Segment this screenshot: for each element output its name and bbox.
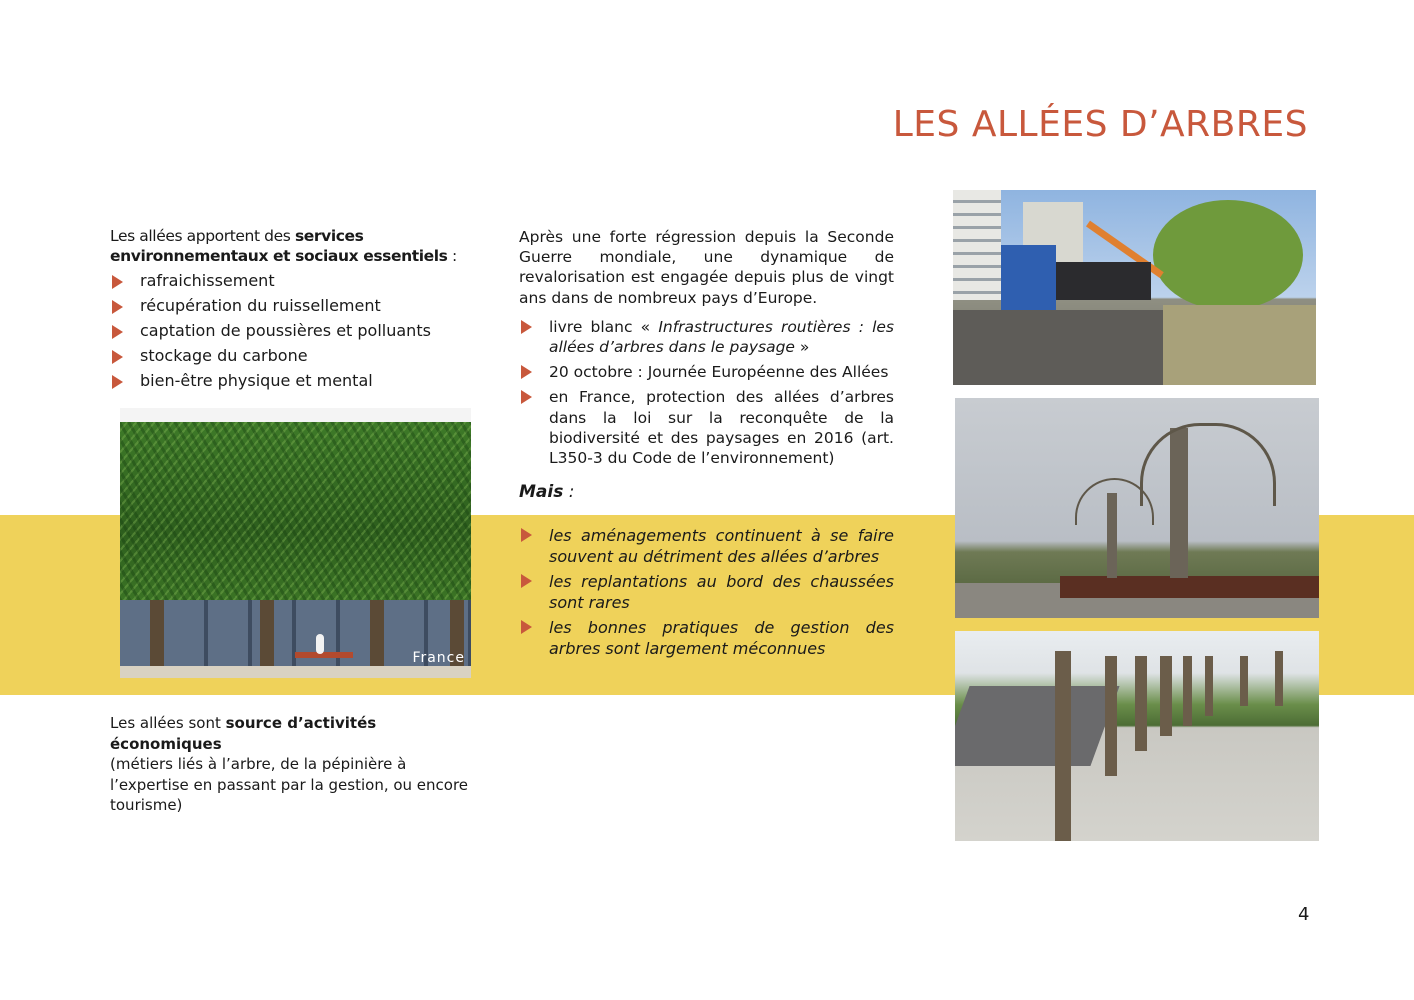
concerns-list bbox=[519, 525, 894, 659]
mais-heading: Mais : bbox=[519, 482, 575, 503]
services-list bbox=[110, 271, 482, 396]
actions-list bbox=[519, 317, 894, 468]
triangle-bullet-icon bbox=[112, 275, 123, 289]
triangle-bullet-icon bbox=[112, 350, 123, 364]
list-item: récupération du ruissellement bbox=[110, 296, 482, 321]
triangle-bullet-icon bbox=[112, 300, 123, 314]
photo-caption: France bbox=[412, 650, 465, 666]
history-section bbox=[519, 227, 894, 663]
triangle-bullet-icon bbox=[112, 375, 123, 389]
economic-detail: (métiers liés à l’arbre, de la pépinière à l’expertise en passant par la gestion, ou encore tourisme) bbox=[110, 755, 469, 814]
truck-pruning-photo bbox=[953, 190, 1316, 385]
list-item: stockage du carbone bbox=[110, 346, 482, 371]
triangle-bullet-icon bbox=[521, 320, 532, 334]
list-item: les bonnes pratiques de gestion des arbres sont largement méconnues bbox=[519, 617, 894, 659]
list-item: captation de poussières et polluants bbox=[110, 321, 482, 346]
services-intro-bold: services environnementaux et sociaux essentiels bbox=[110, 227, 448, 265]
list-item: livre blanc « Infrastructures routières : les allées d’arbres dans le paysage » bbox=[519, 317, 894, 357]
economic-section bbox=[110, 713, 482, 816]
triangle-bullet-icon bbox=[112, 325, 123, 339]
list-item: 20 octobre : Journée Européenne des Allées bbox=[519, 362, 894, 382]
page-title: LES ALLÉES D’ARBRES bbox=[892, 104, 1308, 145]
services-section bbox=[110, 226, 482, 396]
pollarded-trees-photo bbox=[955, 398, 1319, 618]
economic-bold: source d’activités économiques bbox=[110, 714, 377, 753]
triangle-bullet-icon bbox=[521, 390, 532, 404]
page-number: 4 bbox=[1298, 904, 1310, 925]
triangle-bullet-icon bbox=[521, 620, 532, 634]
economic-text: Les allées sont source d’activités économiques bbox=[110, 714, 377, 753]
tree-lined-path-photo bbox=[955, 631, 1319, 841]
services-intro: Les allées apportent des services environnementaux et sociaux essentiels : bbox=[110, 227, 457, 265]
hedge-photo bbox=[120, 408, 471, 678]
list-item: les aménagements continuent à se faire souvent au détriment des allées d’arbres bbox=[519, 525, 894, 567]
triangle-bullet-icon bbox=[521, 528, 532, 542]
triangle-bullet-icon bbox=[521, 574, 532, 588]
history-intro: Après une forte régression depuis la Seconde Guerre mondiale, une dynamique de revalorisation est engagée depuis plus de vingt ans dans de nombreux pays d’Europe. bbox=[519, 228, 894, 307]
triangle-bullet-icon bbox=[521, 365, 532, 379]
list-item: bien-être physique et mental bbox=[110, 371, 482, 396]
list-item: en France, protection des allées d’arbres dans la loi sur la reconquête de la biodiversité et des paysages en 2016 (art. L350-3 du Code de l’environnement) bbox=[519, 387, 894, 468]
list-item: rafraichissement bbox=[110, 271, 482, 296]
list-item: les replantations au bord des chaussées sont rares bbox=[519, 571, 894, 613]
